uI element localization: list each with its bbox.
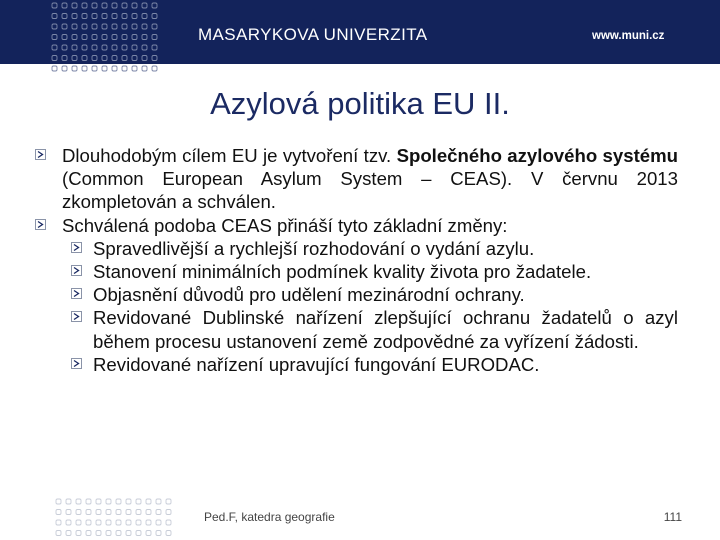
pattern-dot bbox=[116, 520, 121, 525]
pattern-dot bbox=[122, 24, 127, 29]
bullet-text-1b: (Common European Asylum System – CEAS). V červnu 2013 zkompletován a schválen. bbox=[62, 168, 678, 213]
pattern-dot bbox=[82, 66, 87, 71]
pattern-dot bbox=[52, 66, 57, 71]
pattern-dot bbox=[56, 531, 61, 536]
pattern-dot bbox=[106, 520, 111, 525]
pattern-dot bbox=[62, 24, 67, 29]
page-number: 111 bbox=[663, 510, 682, 524]
dot-pattern-top bbox=[50, 0, 168, 78]
pattern-dot bbox=[52, 56, 57, 61]
footer-text: Ped.F, katedra geografie bbox=[204, 510, 335, 524]
pattern-dot bbox=[166, 510, 171, 515]
pattern-dot bbox=[116, 499, 121, 504]
pattern-dot bbox=[166, 499, 171, 504]
pattern-dot bbox=[82, 35, 87, 40]
pattern-dot bbox=[126, 510, 131, 515]
pattern-dot bbox=[82, 24, 87, 29]
pattern-dot bbox=[76, 520, 81, 525]
arrow-box-icon bbox=[35, 219, 46, 230]
pattern-dot bbox=[132, 14, 137, 19]
pattern-dot bbox=[152, 3, 157, 8]
pattern-dot bbox=[66, 520, 71, 525]
pattern-dot bbox=[112, 3, 117, 8]
sub-bullet-item-2 bbox=[30, 260, 678, 283]
slide-title: Azylová politika EU II. bbox=[210, 86, 510, 121]
pattern-dot bbox=[146, 499, 151, 504]
pattern-dot bbox=[136, 510, 141, 515]
pattern-dot bbox=[62, 3, 67, 8]
sub-bullet-text-3: Objasnění důvodů pro udělení mezinárodní ochrany. bbox=[93, 284, 525, 306]
pattern-dot bbox=[102, 3, 107, 8]
pattern-dot bbox=[52, 35, 57, 40]
pattern-dot bbox=[152, 35, 157, 40]
pattern-dot bbox=[142, 56, 147, 61]
arrow-box-icon bbox=[71, 358, 82, 369]
pattern-dot bbox=[122, 35, 127, 40]
pattern-dot bbox=[62, 66, 67, 71]
pattern-dot bbox=[136, 499, 141, 504]
pattern-dot bbox=[62, 56, 67, 61]
bullet-text-1a: Dlouhodobým cílem EU je vytvoření tzv. bbox=[62, 145, 397, 166]
sub-bullet-text-4: Revidované Dublinské nařízení zlepšující ochranu žadatelů o azyl během procesu ustanovení země zodpovědné za vyřízení žádosti. bbox=[93, 307, 678, 352]
pattern-dot bbox=[142, 66, 147, 71]
pattern-dot bbox=[92, 45, 97, 50]
pattern-dot bbox=[66, 510, 71, 515]
pattern-dot bbox=[116, 510, 121, 515]
pattern-dot bbox=[112, 45, 117, 50]
pattern-dot bbox=[166, 520, 171, 525]
pattern-dot bbox=[62, 35, 67, 40]
pattern-dot bbox=[86, 499, 91, 504]
pattern-dot bbox=[102, 35, 107, 40]
pattern-dot bbox=[102, 56, 107, 61]
sub-bullet-text-2: Stanovení minimálních podmínek kvality života pro žadatele. bbox=[93, 261, 592, 283]
arrow-box-icon bbox=[71, 242, 82, 253]
sub-bullet-text-5: Revidované nařízení upravující fungování EURODAC. bbox=[93, 353, 540, 375]
pattern-dot bbox=[156, 531, 161, 536]
pattern-dot bbox=[166, 531, 171, 536]
pattern-dot bbox=[102, 45, 107, 50]
university-url: www.muni.cz bbox=[592, 30, 665, 42]
pattern-dot bbox=[152, 56, 157, 61]
pattern-dot bbox=[86, 510, 91, 515]
pattern-dot bbox=[142, 3, 147, 8]
pattern-dot bbox=[142, 45, 147, 50]
pattern-dot bbox=[132, 45, 137, 50]
pattern-dot bbox=[102, 66, 107, 71]
pattern-dot bbox=[112, 24, 117, 29]
pattern-dot bbox=[76, 510, 81, 515]
pattern-dot bbox=[146, 510, 151, 515]
pattern-dot bbox=[126, 499, 131, 504]
pattern-dot bbox=[152, 24, 157, 29]
pattern-dot bbox=[62, 14, 67, 19]
pattern-dot bbox=[122, 56, 127, 61]
pattern-dot bbox=[72, 14, 77, 19]
pattern-dot bbox=[122, 3, 127, 8]
pattern-dot bbox=[126, 520, 131, 525]
pattern-dot bbox=[136, 531, 141, 536]
pattern-dot bbox=[112, 56, 117, 61]
pattern-dot bbox=[62, 45, 67, 50]
pattern-dot bbox=[152, 14, 157, 19]
pattern-dot bbox=[146, 531, 151, 536]
pattern-dot bbox=[52, 24, 57, 29]
pattern-dot bbox=[82, 45, 87, 50]
pattern-dot bbox=[116, 531, 121, 536]
pattern-dot bbox=[132, 3, 137, 8]
pattern-dot bbox=[106, 499, 111, 504]
pattern-dot bbox=[86, 531, 91, 536]
pattern-dot bbox=[112, 14, 117, 19]
bullet-text-2: Schválená podoba CEAS přináší tyto základní změny: bbox=[62, 214, 508, 236]
sub-bullet-item-5 bbox=[30, 353, 678, 376]
pattern-dot bbox=[92, 14, 97, 19]
arrow-box-icon bbox=[35, 149, 46, 160]
pattern-dot bbox=[72, 66, 77, 71]
arrow-box-icon bbox=[71, 265, 82, 276]
pattern-dot bbox=[156, 510, 161, 515]
sub-bullet-text-1: Spravedlivější a rychlejší rozhodování o vydání azylu. bbox=[93, 237, 535, 259]
pattern-dot bbox=[52, 45, 57, 50]
pattern-dot bbox=[102, 24, 107, 29]
pattern-dot bbox=[92, 24, 97, 29]
pattern-dot bbox=[92, 3, 97, 8]
pattern-dot bbox=[76, 499, 81, 504]
pattern-dot bbox=[132, 66, 137, 71]
bullet-text-1-bold: Společného azylového systému bbox=[396, 145, 678, 166]
pattern-dot bbox=[106, 510, 111, 515]
pattern-dot bbox=[66, 499, 71, 504]
pattern-dot bbox=[72, 3, 77, 8]
pattern-dot bbox=[56, 499, 61, 504]
pattern-dot bbox=[82, 3, 87, 8]
university-name: MASARYKOVA UNIVERZITA bbox=[198, 25, 428, 44]
pattern-dot bbox=[56, 520, 61, 525]
pattern-dot bbox=[132, 56, 137, 61]
pattern-dot bbox=[82, 14, 87, 19]
pattern-dot bbox=[112, 35, 117, 40]
pattern-dot bbox=[132, 24, 137, 29]
dot-pattern-bottom bbox=[54, 496, 180, 540]
pattern-dot bbox=[86, 520, 91, 525]
pattern-dot bbox=[142, 14, 147, 19]
pattern-dot bbox=[122, 14, 127, 19]
pattern-dot bbox=[76, 531, 81, 536]
pattern-dot bbox=[126, 531, 131, 536]
pattern-dot bbox=[52, 3, 57, 8]
arrow-box-icon bbox=[71, 288, 82, 299]
header-bar bbox=[0, 0, 720, 64]
pattern-dot bbox=[112, 66, 117, 71]
pattern-dot bbox=[142, 24, 147, 29]
pattern-dot bbox=[132, 35, 137, 40]
pattern-dot bbox=[66, 531, 71, 536]
pattern-dot bbox=[96, 520, 101, 525]
sub-bullet-item-4 bbox=[30, 306, 678, 352]
bullet-item-1 bbox=[30, 144, 678, 214]
pattern-dot bbox=[82, 56, 87, 61]
pattern-dot bbox=[156, 520, 161, 525]
pattern-dot bbox=[96, 510, 101, 515]
sub-bullet-item-1 bbox=[30, 237, 678, 260]
arrow-box-icon bbox=[71, 311, 82, 322]
pattern-dot bbox=[156, 499, 161, 504]
pattern-dot bbox=[152, 45, 157, 50]
bullet-item-2 bbox=[30, 214, 678, 237]
pattern-dot bbox=[142, 35, 147, 40]
sub-bullet-item-3 bbox=[30, 283, 678, 306]
pattern-dot bbox=[96, 531, 101, 536]
pattern-dot bbox=[146, 520, 151, 525]
pattern-dot bbox=[92, 56, 97, 61]
pattern-dot bbox=[96, 499, 101, 504]
pattern-dot bbox=[72, 24, 77, 29]
pattern-dot bbox=[72, 35, 77, 40]
pattern-dot bbox=[72, 56, 77, 61]
slide-content bbox=[30, 144, 678, 376]
pattern-dot bbox=[92, 35, 97, 40]
pattern-dot bbox=[122, 45, 127, 50]
pattern-dot bbox=[106, 531, 111, 536]
pattern-dot bbox=[72, 45, 77, 50]
pattern-dot bbox=[136, 520, 141, 525]
pattern-dot bbox=[152, 66, 157, 71]
pattern-dot bbox=[56, 510, 61, 515]
pattern-dot bbox=[122, 66, 127, 71]
pattern-dot bbox=[92, 66, 97, 71]
pattern-dot bbox=[102, 14, 107, 19]
pattern-dot bbox=[52, 14, 57, 19]
